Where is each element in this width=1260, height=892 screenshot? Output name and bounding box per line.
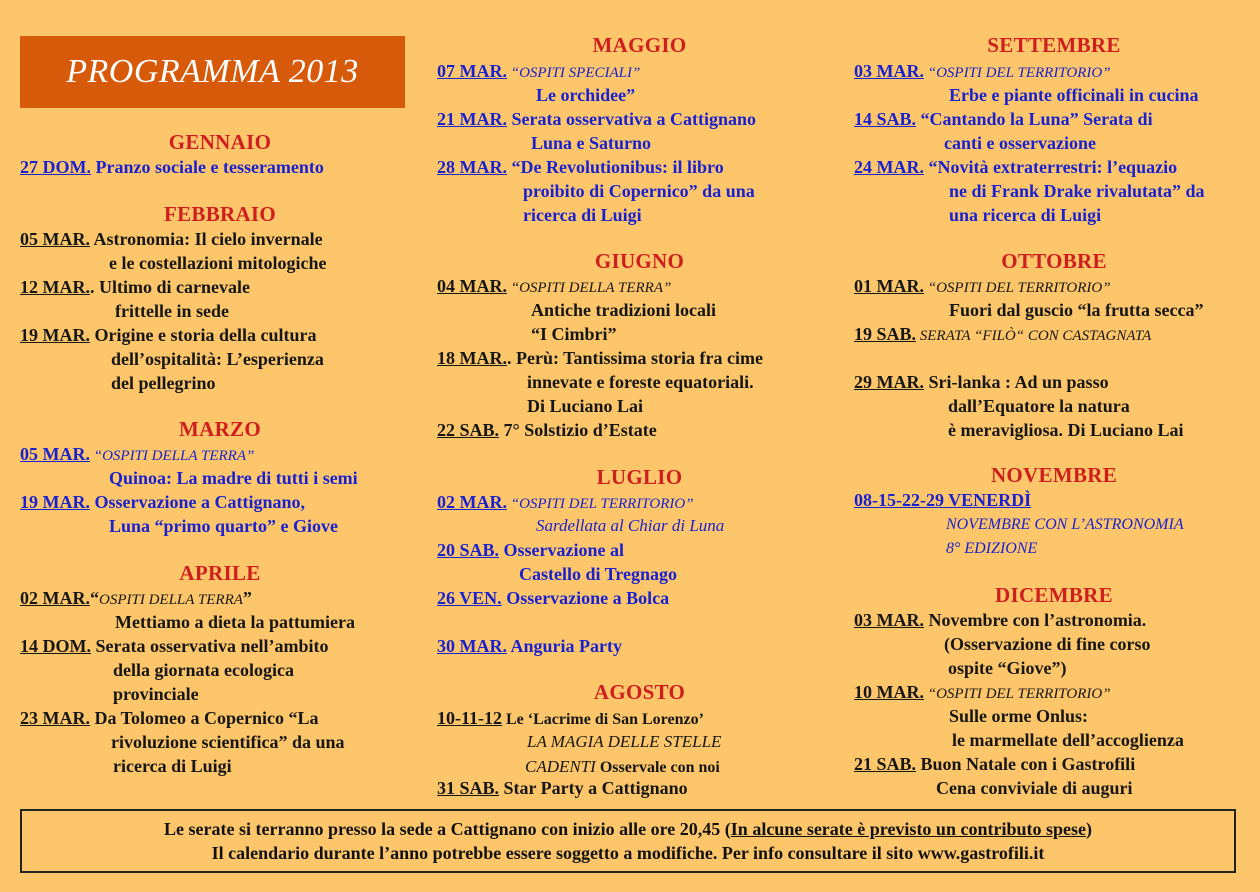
event-date: 26 VEN. bbox=[437, 588, 502, 608]
event-text: Astronomia: Il cielo invernale bbox=[90, 229, 323, 249]
event-text-cont: LA MAGIA DELLE STELLE bbox=[527, 732, 722, 751]
event-text-cont: provinciale bbox=[113, 684, 199, 704]
event-date: 02 MAR. bbox=[20, 588, 90, 608]
event-text-cont: (Osservazione di fine corso bbox=[944, 634, 1151, 654]
event-date: 04 MAR. bbox=[437, 276, 507, 296]
event-text: . Perù: Tantissima storia fra cime bbox=[507, 348, 763, 368]
event-date: 10 MAR. bbox=[854, 682, 924, 702]
event-line bbox=[20, 586, 252, 612]
event-text-cont: ricerca di Luigi bbox=[523, 205, 642, 225]
event-line bbox=[854, 59, 1111, 85]
month-giugno: GIUGNO bbox=[594, 249, 685, 273]
event-text-cont: le marmellate dell’accoglienza bbox=[952, 730, 1184, 750]
event-line bbox=[437, 634, 622, 658]
event-text-cont: Castello di Tregnago bbox=[519, 564, 678, 584]
event-line bbox=[437, 586, 669, 610]
footer-line-1 bbox=[22, 817, 1234, 841]
event-text: Le ‘Lacrime di San Lorenzo’ bbox=[502, 711, 704, 728]
event-date: 21 SAB. bbox=[854, 754, 917, 774]
event-text-cont: Cena conviviale di auguri bbox=[936, 778, 1133, 798]
event-text-cont: NOVEMBRE CON L’ASTRONOMIA bbox=[946, 516, 1184, 533]
event-text-cont: ricerca di Luigi bbox=[113, 756, 232, 776]
event-text-cont: e le costellazioni mitologiche bbox=[109, 253, 327, 273]
event-text-cont: Erbe e piante officinali in cucina bbox=[949, 85, 1199, 105]
event-date: 29 MAR. bbox=[854, 372, 924, 392]
event-line bbox=[437, 274, 671, 300]
event-line bbox=[854, 752, 1135, 776]
month-aprile: APRILE bbox=[179, 561, 261, 585]
event-line bbox=[437, 706, 704, 732]
event-date: 21 MAR. bbox=[437, 109, 507, 129]
event-text: Pranzo sociale e tesseramento bbox=[91, 157, 324, 177]
event-text: “OSPITI DEL TERRITORIO” bbox=[924, 686, 1111, 702]
event-date: 24 MAR. bbox=[854, 157, 924, 177]
event-text: Anguria Party bbox=[507, 636, 622, 656]
event-text: Da Tolomeo a Copernico “La bbox=[90, 708, 319, 728]
event-line bbox=[437, 59, 640, 85]
event-text: “OSPITI DEL TERRITORIO” bbox=[507, 496, 694, 512]
event-line bbox=[20, 155, 324, 179]
event-date: 07 MAR. bbox=[437, 61, 507, 81]
event-text: Serata osservativa a Cattignano bbox=[507, 109, 756, 129]
event-text-cont: Luna “primo quarto” e Giove bbox=[109, 516, 339, 536]
event-text: “OSPITI DEL TERRITORIO” bbox=[924, 65, 1111, 81]
month-agosto: AGOSTO bbox=[593, 680, 686, 704]
event-line bbox=[854, 680, 1111, 706]
event-text: “Cantando la Luna” Serata di bbox=[916, 109, 1153, 129]
event-text-cont: “I Cimbri” bbox=[531, 324, 617, 344]
event-text: SERATA “FILÒ“ CON CASTAGNATA bbox=[916, 328, 1152, 344]
month-dicembre: DICEMBRE bbox=[995, 583, 1113, 607]
event-date: 20 SAB. bbox=[437, 540, 500, 560]
event-date: 10-11-12 bbox=[437, 708, 502, 728]
event-date: 19 MAR. bbox=[20, 325, 90, 345]
event-line bbox=[20, 706, 319, 730]
event-line bbox=[854, 155, 1177, 179]
month-gennaio: GENNAIO bbox=[168, 130, 272, 154]
month-settembre: SETTEMBRE bbox=[987, 33, 1121, 57]
footer-text: Le serate si terranno presso la sede a Cattignano con inizio alle ore 20,45 ( bbox=[164, 819, 731, 839]
event-date: 14 DOM. bbox=[20, 636, 91, 656]
event-line bbox=[437, 346, 763, 370]
event-line bbox=[854, 370, 1109, 394]
event-text-cont: Antiche tradizioni locali bbox=[531, 300, 716, 320]
event-date: 12 MAR. bbox=[20, 277, 90, 297]
event-line bbox=[20, 490, 305, 514]
event-line bbox=[20, 634, 328, 658]
event-date: 14 SAB. bbox=[854, 109, 917, 129]
event-date: 05 MAR. bbox=[20, 229, 90, 249]
event-text-cont: ne di Frank Drake rivalutata” da bbox=[949, 181, 1205, 201]
event-text-cont: frittelle in sede bbox=[115, 301, 229, 321]
month-marzo: MARZO bbox=[179, 417, 261, 441]
event-text-cont: è meravigliosa. Di Luciano Lai bbox=[948, 420, 1184, 440]
month-luglio: LUGLIO bbox=[596, 465, 683, 489]
event-text: “De Revolutionibus: il libro bbox=[507, 157, 724, 177]
event-date: 31 SAB. bbox=[437, 778, 500, 798]
event-text: OSPITI DELLA TERRA bbox=[99, 592, 243, 608]
event-text: Osservazione a Cattignano, bbox=[90, 492, 305, 512]
event-text-cont: della giornata ecologica bbox=[113, 660, 294, 680]
event-line bbox=[854, 107, 1153, 131]
event-text: Buon Natale con i Gastrofili bbox=[916, 754, 1136, 774]
event-text-cont: canti e osservazione bbox=[944, 133, 1096, 153]
month-ottobre: OTTOBRE bbox=[1001, 249, 1107, 273]
event-line bbox=[437, 418, 657, 442]
event-text-cont: Sardellata al Chiar di Luna bbox=[536, 516, 725, 535]
event-date: 03 MAR. bbox=[854, 610, 924, 630]
event-line bbox=[20, 323, 316, 347]
event-date: 05 MAR. bbox=[20, 444, 90, 464]
event-date: 22 SAB. bbox=[437, 420, 500, 440]
event-text-cont: Fuori dal guscio “la frutta secca” bbox=[949, 300, 1204, 320]
event-text: Origine e storia della cultura bbox=[90, 325, 317, 345]
event-text: “OSPITI SPECIALI” bbox=[507, 65, 641, 81]
event-text-cont: Quinoa: La madre di tutti i semi bbox=[109, 468, 358, 488]
event-text-cont: innevate e foreste equatoriali. bbox=[527, 372, 754, 392]
event-date: 01 MAR. bbox=[854, 276, 924, 296]
event-line bbox=[854, 274, 1111, 300]
event-line bbox=[20, 442, 254, 468]
program-title: PROGRAMMA 2013 bbox=[20, 36, 405, 108]
event-text-cont: dall’Equatore la natura bbox=[948, 396, 1130, 416]
event-text: Serata osservativa nell’ambito bbox=[91, 636, 329, 656]
event-text: Novembre con l’astronomia. bbox=[924, 610, 1147, 630]
event-line bbox=[437, 776, 688, 800]
event-text-cont: rivoluzione scientifica” da una bbox=[111, 732, 345, 752]
event-line bbox=[437, 490, 694, 516]
event-date: 19 MAR. bbox=[20, 492, 90, 512]
event-text-cont: proibito di Copernico” da una bbox=[523, 181, 755, 201]
event-text-quote: ” bbox=[242, 588, 252, 608]
event-date: 30 MAR. bbox=[437, 636, 507, 656]
event-text-cont: Di Luciano Lai bbox=[527, 396, 644, 416]
event-date: 03 MAR. bbox=[854, 61, 924, 81]
event-line bbox=[437, 538, 624, 562]
footer-line-2: Il calendario durante l’anno potrebbe essere soggetto a modifiche. Per info consultare il sito www.gastrofili.it bbox=[211, 843, 1045, 863]
event-line bbox=[854, 488, 1031, 512]
event-line bbox=[854, 322, 1151, 348]
event-line bbox=[854, 608, 1146, 632]
event-date: 02 MAR. bbox=[437, 492, 507, 512]
event-text-cont: dell’ospitalità: L’esperienza bbox=[111, 349, 324, 369]
event-text-quote: “ bbox=[90, 588, 99, 608]
event-text: “OSPITI DEL TERRITORIO” bbox=[924, 280, 1111, 296]
event-text-cont: una ricerca di Luigi bbox=[949, 205, 1102, 225]
event-line bbox=[20, 275, 250, 299]
event-text: 7° Solstizio d’Estate bbox=[499, 420, 657, 440]
event-text: Osservale con noi bbox=[595, 759, 720, 776]
event-text-cont: Luna e Saturno bbox=[531, 133, 652, 153]
event-text-cont: Mettiamo a dieta la pattumiera bbox=[115, 612, 355, 632]
event-date: 28 MAR. bbox=[437, 157, 507, 177]
event-text: “Novità extraterrestri: l’equazio bbox=[924, 157, 1178, 177]
event-text-italic: CADENTI bbox=[525, 757, 596, 776]
event-text-cont: ospite “Giove”) bbox=[948, 658, 1067, 678]
event-text-cont: Sulle orme Onlus: bbox=[949, 706, 1089, 726]
event-text: Osservazione a Bolca bbox=[501, 588, 670, 608]
event-text: “OSPITI DELLA TERRA” bbox=[507, 280, 672, 296]
event-line bbox=[20, 227, 323, 251]
event-text-cont: Le orchidee” bbox=[536, 85, 636, 105]
event-line bbox=[437, 107, 756, 131]
event-date: 08-15-22-29 VENERDÌ bbox=[854, 490, 1032, 510]
event-date: 19 SAB. bbox=[854, 324, 917, 344]
event-text: Osservazione al bbox=[499, 540, 624, 560]
event-text: Star Party a Cattignano bbox=[499, 778, 688, 798]
event-date: 18 MAR. bbox=[437, 348, 507, 368]
event-text: . Ultimo di carnevale bbox=[90, 277, 250, 297]
event-text-cont: 8° EDIZIONE bbox=[946, 540, 1038, 557]
footer-text: ) bbox=[1085, 819, 1092, 839]
event-text: Sri-lanka : Ad un passo bbox=[924, 372, 1109, 392]
month-maggio: MAGGIO bbox=[592, 33, 687, 57]
footer-info-box bbox=[20, 809, 1236, 873]
event-date: 23 MAR. bbox=[20, 708, 90, 728]
month-febbraio: FEBBRAIO bbox=[163, 202, 277, 226]
footer-contribution-note: In alcune serate è previsto un contributo spese bbox=[730, 819, 1086, 839]
month-novembre: NOVEMBRE bbox=[990, 463, 1118, 487]
event-text-cont: del pellegrino bbox=[111, 373, 216, 393]
event-date: 27 DOM. bbox=[20, 157, 91, 177]
event-line bbox=[437, 155, 724, 179]
event-text: “OSPITI DELLA TERRA” bbox=[90, 448, 255, 464]
